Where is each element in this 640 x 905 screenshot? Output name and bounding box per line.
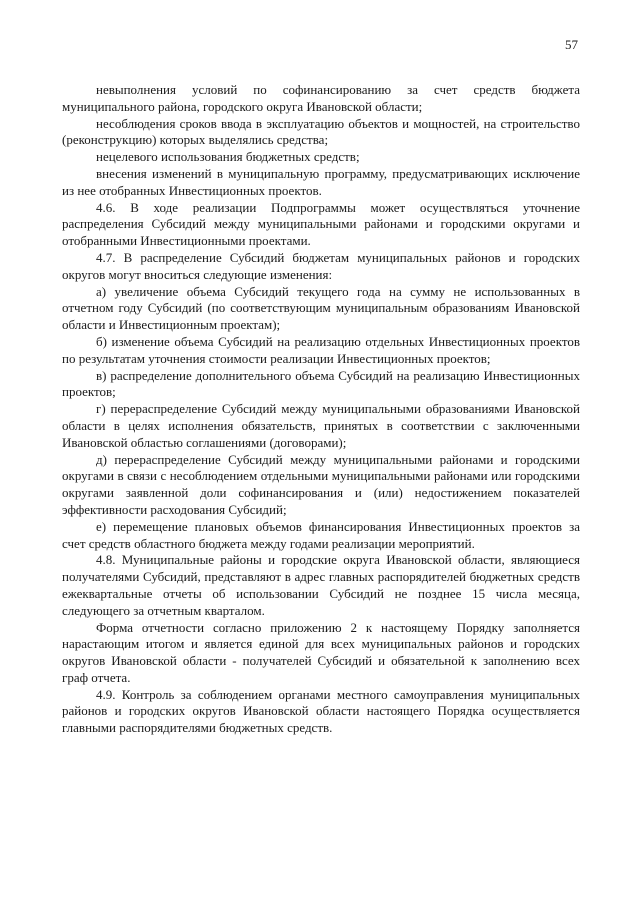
paragraph: г) перераспределение Субсидий между муниципальными образованиями Ивановской области в целях исполнения обязательств, принятых в соответствии с заключенными Ивановской областью соглашениями (договорами);: [62, 401, 580, 450]
paragraph: несоблюдения сроков ввода в эксплуатацию объектов и мощностей, на строительство (реконструкцию) которых выделялись средства;: [62, 115, 580, 148]
document-body: [62, 82, 580, 737]
paragraph: 4.8. Муниципальные районы и городские округа Ивановской области, являющиеся получателями Субсидий, представляют в адрес главных распорядителей бюджетных средств ежеквартальные отчеты об использовании Субсидий не позднее 15 числа месяца, следующего за отчетным кварталом.: [62, 552, 580, 618]
paragraph: б) изменение объема Субсидий на реализацию отдельных Инвестиционных проектов по результатам уточнения стоимости реализации Инвестиционных проектов;: [62, 333, 580, 366]
paragraph: е) перемещение плановых объемов финансирования Инвестиционных проектов за счет средств областного бюджета между годами реализации мероприятий.: [62, 518, 580, 551]
paragraph: 4.9. Контроль за соблюдением органами местного самоуправления муниципальных районов и городских округов Ивановской области настоящего Порядка осуществляется главными распорядителями бюджетных средств.: [62, 686, 580, 736]
paragraph: 4.6. В ходе реализации Подпрограммы может осуществляться уточнение распределения Субсидий между муниципальными районами и городскими округами и отобранными Инвестиционными проектами.: [62, 199, 580, 249]
paragraph: 4.7. В распределение Субсидий бюджетам муниципальных районов и городских округов могут вноситься следующие изменения:: [62, 249, 580, 282]
paragraph: невыполнения условий по софинансированию за счет средств бюджета муниципального района, городского округа Ивановской области;: [62, 82, 580, 114]
paragraph: д) перераспределение Субсидий между муниципальными районами и городскими округами в связи с несоблюдением отдельными муниципальными районами или городскими округами заявленной доли софинансирования и (или) недостижением показателей эффективности расходования Субсидий;: [62, 451, 580, 517]
paragraph: внесения изменений в муниципальную программу, предусматривающих исключение из нее отобранных Инвестиционных проектов.: [62, 165, 580, 198]
paragraph: нецелевого использования бюджетных средств;: [96, 149, 360, 165]
page-number: 57: [565, 37, 578, 52]
paragraph: Форма отчетности согласно приложению 2 к настоящему Порядку заполняется нарастающим итогом и является единой для всех муниципальных районов и городских округов Ивановской области - получателей Субсидий и обязательной к заполнению всех граф отчета.: [62, 619, 580, 685]
paragraph: а) увеличение объема Субсидий текущего года на сумму не использованных в отчетном году Субсидий (по соответствующим муниципальным образованиям Ивановской области и Инвестиционным проектам);: [62, 283, 580, 333]
paragraph: в) распределение дополнительного объема Субсидий на реализацию Инвестиционных проектов;: [62, 367, 580, 400]
